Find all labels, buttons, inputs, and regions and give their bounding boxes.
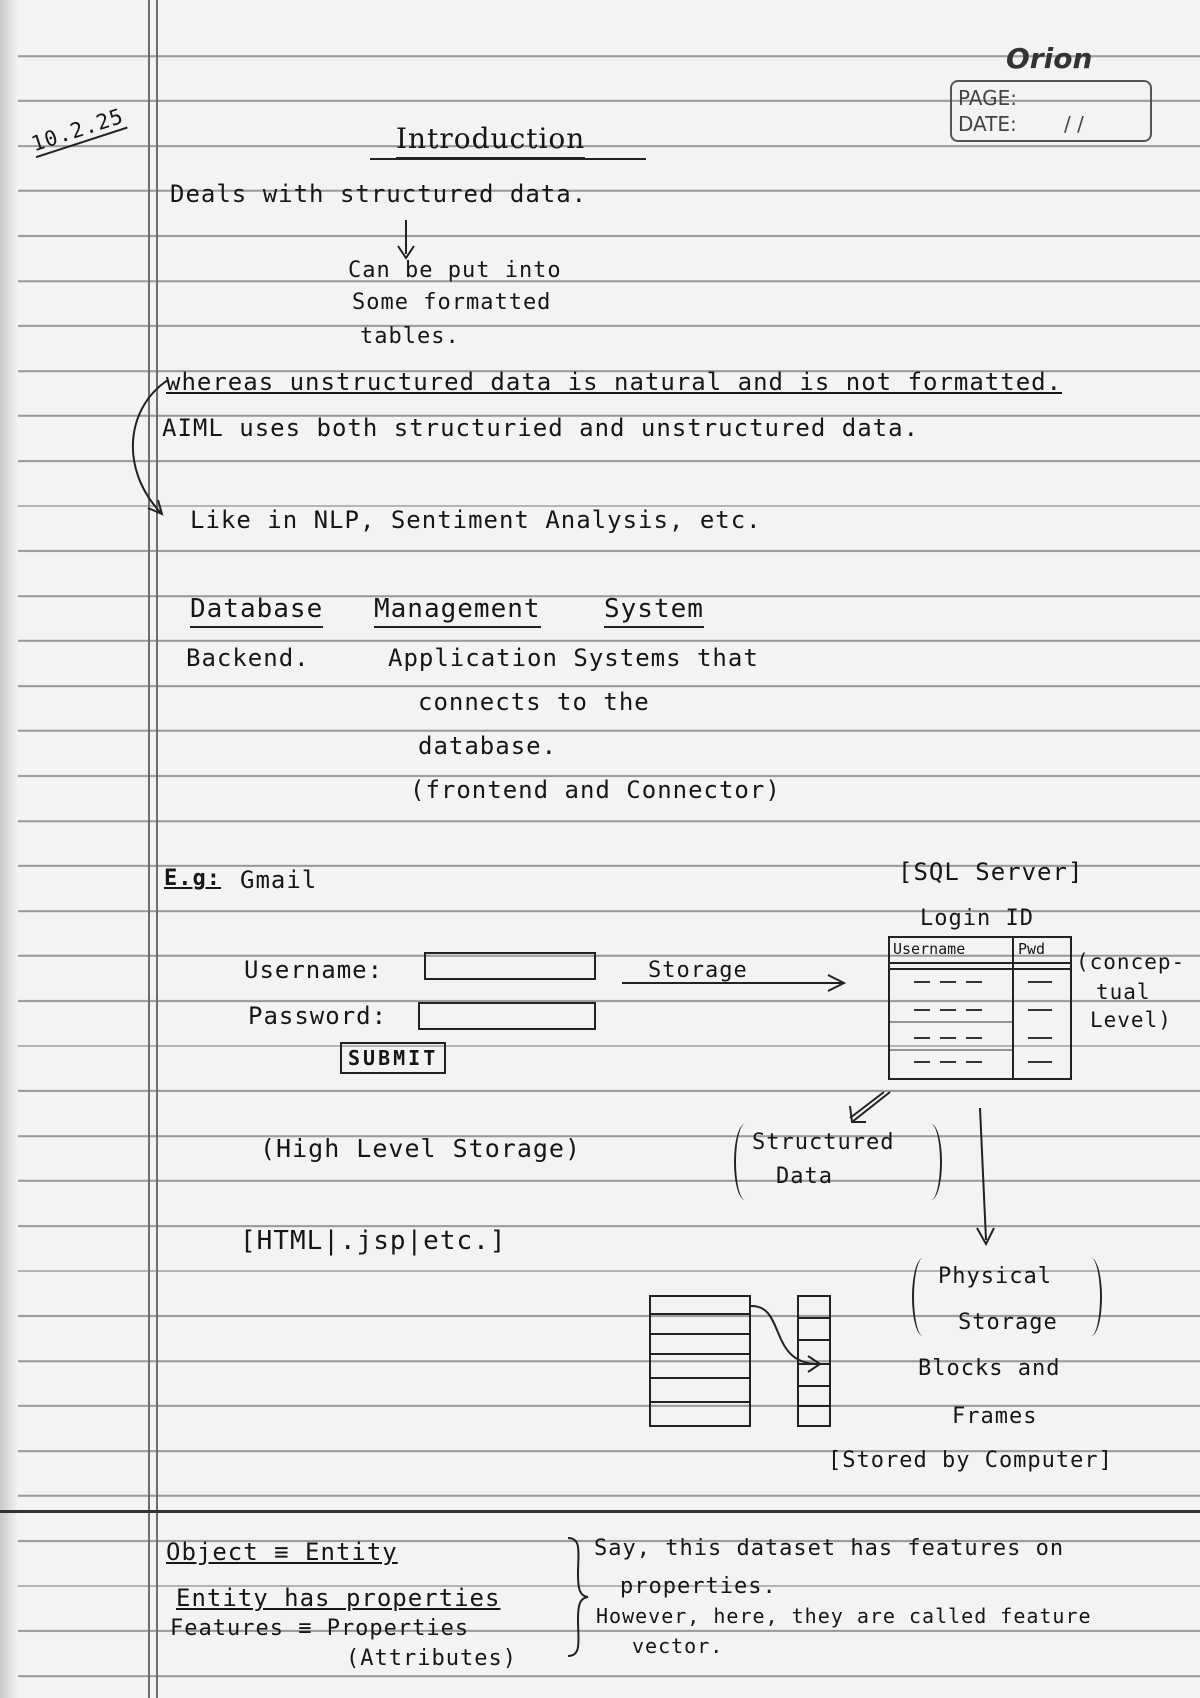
annotation-line: Some formatted — [352, 290, 552, 315]
stored-by-label: [Stored by Computer] — [828, 1448, 1113, 1473]
line-structured: Deals with structured data. — [170, 180, 588, 208]
high-level-storage: (High Level Storage) — [260, 1134, 582, 1163]
curly-brace-icon — [562, 1534, 592, 1660]
html-jsp-label: [HTML|.jsp|etc.] — [240, 1226, 507, 1256]
object-entity: Object ≡ Entity — [166, 1538, 398, 1566]
section-divider — [0, 1510, 1200, 1513]
backend-label: Backend. — [186, 644, 310, 672]
storage-label: Storage — [648, 958, 748, 983]
password-box — [418, 1002, 596, 1030]
conceptual-label: Level) — [1090, 1008, 1172, 1032]
physical-label: Storage — [958, 1310, 1058, 1335]
col-username: Username — [893, 940, 966, 958]
down-arrow-icon — [396, 218, 416, 262]
username-box — [424, 952, 596, 980]
say-line: properties. — [620, 1574, 777, 1599]
page-title: Introduction — [396, 122, 585, 159]
curved-arrow-icon — [118, 376, 188, 526]
line-unstructured: whereas unstructured data is natural and is not formatted. — [166, 368, 1063, 396]
heading-system: System — [604, 594, 704, 628]
annotation-line: tables. — [360, 324, 460, 349]
diagonal-arrow-icon — [846, 1088, 896, 1128]
app-line: database. — [418, 732, 558, 760]
physical-label: Physical — [938, 1264, 1052, 1289]
right-arrow-icon — [620, 970, 850, 996]
eg-value: Gmail — [240, 866, 318, 894]
attributes-label: (Attributes) — [346, 1646, 517, 1671]
entity-properties: Entity has properties — [176, 1584, 501, 1612]
page-date-box — [950, 80, 1152, 142]
line-nlp: Like in NLP, Sentiment Analysis, etc. — [190, 506, 762, 534]
blocks-label: Blocks and — [918, 1356, 1061, 1381]
login-id-label: Login ID — [920, 906, 1034, 931]
heading-database: Database — [190, 594, 323, 628]
col-pwd: Pwd — [1018, 940, 1046, 958]
table-entries — [890, 970, 1066, 1074]
brand-logo: Orion — [1006, 42, 1093, 75]
frames-label: Frames — [952, 1404, 1038, 1429]
date-slashes: / / — [1064, 112, 1084, 136]
structured-label: Structured — [752, 1130, 895, 1155]
annotation-line: Can be put into — [348, 258, 562, 283]
however-line: vector. — [632, 1634, 724, 1658]
title-underline — [370, 158, 646, 160]
physical-paren-right — [1080, 1258, 1102, 1336]
password-label: Password: — [248, 1002, 388, 1030]
heading-management: Management — [374, 594, 541, 628]
app-line: (frontend and Connector) — [410, 776, 781, 804]
date-label: DATE: — [958, 112, 1017, 136]
say-line: Say, this dataset has features on — [594, 1536, 1065, 1561]
margin-line — [148, 0, 150, 1698]
physical-paren-left — [912, 1258, 934, 1336]
eg-label: E.g: — [164, 866, 221, 891]
structured-label: Data — [776, 1164, 833, 1189]
app-line: Application Systems that — [388, 644, 759, 672]
login-table — [888, 936, 1072, 1080]
conceptual-label: (concep- — [1076, 950, 1186, 974]
line-aiml: AIML uses both structuried and unstructured data. — [162, 414, 920, 442]
app-line: connects to the — [418, 688, 650, 716]
conceptual-label: tual — [1096, 980, 1151, 1004]
page-label: PAGE: — [958, 86, 1017, 110]
sql-server-label: [SQL Server] — [898, 858, 1084, 886]
page-binding-shadow — [0, 0, 18, 1698]
down-arrow-icon — [972, 1106, 1002, 1252]
username-label: Username: — [244, 956, 384, 984]
features-properties: Features ≡ Properties — [170, 1616, 470, 1641]
structured-paren-right — [920, 1124, 942, 1200]
margin-line — [156, 0, 158, 1698]
entry-date: 10.2.25 — [28, 103, 127, 157]
however-line: However, here, they are called feature — [596, 1604, 1092, 1628]
submit-box: SUBMIT — [340, 1042, 446, 1074]
physical-blocks-diagram — [646, 1294, 846, 1434]
